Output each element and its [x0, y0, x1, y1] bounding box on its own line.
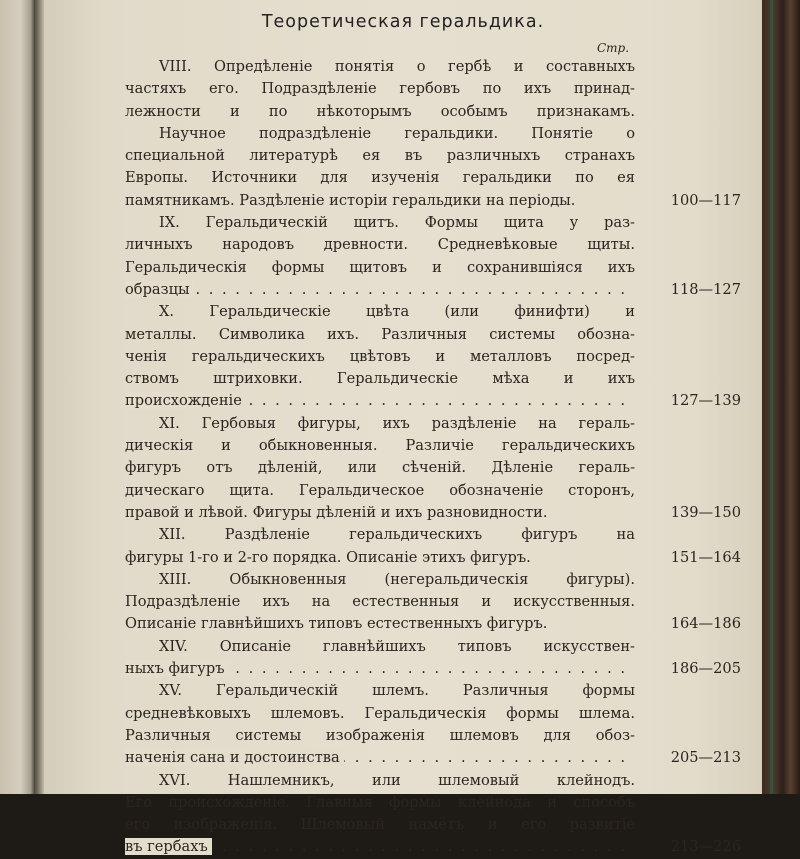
toc-line-text: Геральдическія формы щитовъ и сохранившіяся ихъ [125, 258, 635, 276]
toc-line [125, 547, 741, 569]
toc-line [125, 279, 741, 301]
toc-line [125, 703, 635, 725]
toc-page-range: 127—139 [670, 392, 741, 410]
book-page [44, 0, 762, 856]
toc-line [125, 324, 635, 346]
toc-line-text: правой и лѣвой. Фигуры дѣленій и ихъ разновидности. [125, 503, 548, 521]
toc-line-text: лежности и по нѣкоторымъ особымъ признакамъ. [125, 102, 635, 120]
toc-line [125, 257, 635, 279]
toc-line [125, 725, 635, 747]
book-cover-edge [762, 0, 800, 794]
toc-line [125, 636, 635, 658]
toc-line-text: XVI. Нашлемникъ, или шлемовый клейнодъ. [159, 771, 635, 789]
toc-line-text: ствомъ штриховки. Геральдическіе мѣха и ихъ [125, 370, 635, 388]
toc-line [125, 792, 635, 814]
toc-line-text: XI. Гербовыя фигуры, ихъ раздѣленіе на гераль- [159, 414, 635, 432]
toc-line-text: памятникамъ. Раздѣленіе исторіи геральдики на періоды. [125, 191, 576, 209]
toc-page-range: 186—205 [670, 660, 741, 678]
facing-page-edge [0, 0, 34, 794]
toc-page-range: 151—164 [670, 548, 741, 566]
toc-page-range: 100—117 [670, 191, 741, 209]
book-gutter [34, 0, 44, 794]
toc-line-text: наченія сана и достоинства [125, 749, 344, 766]
toc-line [125, 346, 635, 368]
toc-line [125, 524, 635, 546]
toc-line-text: дическія и обыкновенныя. Различіе геральдическихъ [125, 437, 635, 455]
toc-line-text: XIII. Обыкновенныя (негеральдическія фигуры). [159, 570, 635, 588]
toc-line [125, 502, 741, 524]
toc-line-text: X. Геральдическіе цвѣта (или финифти) и [159, 303, 635, 321]
toc-line [125, 814, 635, 836]
toc-line-text: фигуры 1-го и 2-го порядка. Описаніе этихъ фигуръ. [125, 548, 531, 566]
toc-line [125, 78, 635, 100]
toc-line-text: ныхъ фигуръ [125, 660, 229, 677]
toc-page-range: 139—150 [670, 503, 741, 521]
toc-line-text: XIV. Описаніе главнѣйшихъ типовъ искусствен- [159, 637, 635, 655]
page-title: Теоретическая геральдика. [261, 12, 545, 32]
toc-line [125, 658, 741, 680]
toc-line-text: происхожденіе [125, 392, 246, 409]
toc-line-text: Европы. Источники для изученія геральдики по ея [125, 169, 635, 187]
toc-line-text: частяхъ его. Подраздѣленіе гербовъ по ихъ принад- [125, 80, 635, 98]
toc-line-text: XV. Геральдическій шлемъ. Различныя формы [159, 682, 635, 700]
toc-line-text: Различныя системы изображенія шлемовъ для обоз- [125, 726, 635, 744]
toc-line [125, 435, 635, 457]
toc-line [125, 591, 635, 613]
toc-line-text: личныхъ народовъ древности. Средневѣковые щиты. [125, 236, 635, 254]
toc-line [125, 480, 635, 502]
toc-line [125, 145, 635, 167]
toc-line [125, 234, 635, 256]
toc-line-text: въ гербахъ [125, 838, 212, 855]
toc-line-text: металлы. Символика ихъ. Различныя системы обозна- [125, 325, 635, 343]
toc-line [125, 301, 635, 323]
toc-line-text: ченія геральдическихъ цвѣтовъ и металловъ посред- [125, 347, 635, 365]
toc-line [125, 747, 741, 769]
toc-line [125, 613, 741, 635]
toc-line-text: образцы [125, 281, 194, 298]
toc-line [125, 457, 635, 479]
toc-line-text: средневѣковыхъ шлемовъ. Геральдическія формы шлема. [125, 704, 635, 722]
toc-line-text: IX. Геральдическій щитъ. Формы щита у раз- [159, 214, 635, 232]
toc-line-text: Его происхожденіе. Главныя формы клейнода и способъ [125, 793, 635, 811]
toc-page-range: 118—127 [670, 280, 741, 298]
toc-line [125, 680, 635, 702]
toc-line [125, 770, 635, 792]
toc-line-text: Научное подраздѣленіе геральдики. Понятіе о [159, 124, 635, 142]
toc-line [125, 123, 635, 145]
toc-line-text: фигуръ отъ дѣленій, или сѣченій. Дѣленіе гераль- [125, 459, 635, 477]
toc-line-text: Описаніе главнѣйшихъ типовъ естественныхъ фигуръ. [125, 615, 548, 633]
toc-line-text: специальной литературѣ ея въ различныхъ странахъ [125, 147, 635, 165]
toc-line-text: его изображенія. Шлемовый намётъ и его развитіе [125, 816, 635, 834]
toc-line [125, 390, 741, 412]
toc-page-range: 213—226 [670, 838, 741, 856]
toc-line-text: VIII. Опредѣленіе понятія о гербѣ и составныхъ [159, 58, 635, 75]
toc-line-text: дическаго щита. Геральдическое обозначеніе сторонъ, [125, 481, 635, 499]
toc-line [125, 836, 741, 858]
toc-line-text: XII. Раздѣленіе геральдическихъ фигуръ на [159, 526, 635, 544]
toc-line [125, 368, 635, 390]
toc-line [125, 167, 635, 189]
toc-line [125, 212, 635, 234]
toc-page-range: 205—213 [670, 749, 741, 767]
toc-line [125, 101, 635, 123]
toc-line [125, 413, 635, 435]
toc-line [125, 569, 635, 591]
toc-line [125, 190, 741, 212]
toc-page-range: 164—186 [670, 615, 741, 633]
toc-entries [125, 56, 741, 859]
toc-line-text: Подраздѣленіе ихъ на естественныя и искусственныя. [125, 593, 635, 611]
toc-line [125, 56, 635, 78]
pages-column-label: Стр. [597, 41, 630, 55]
